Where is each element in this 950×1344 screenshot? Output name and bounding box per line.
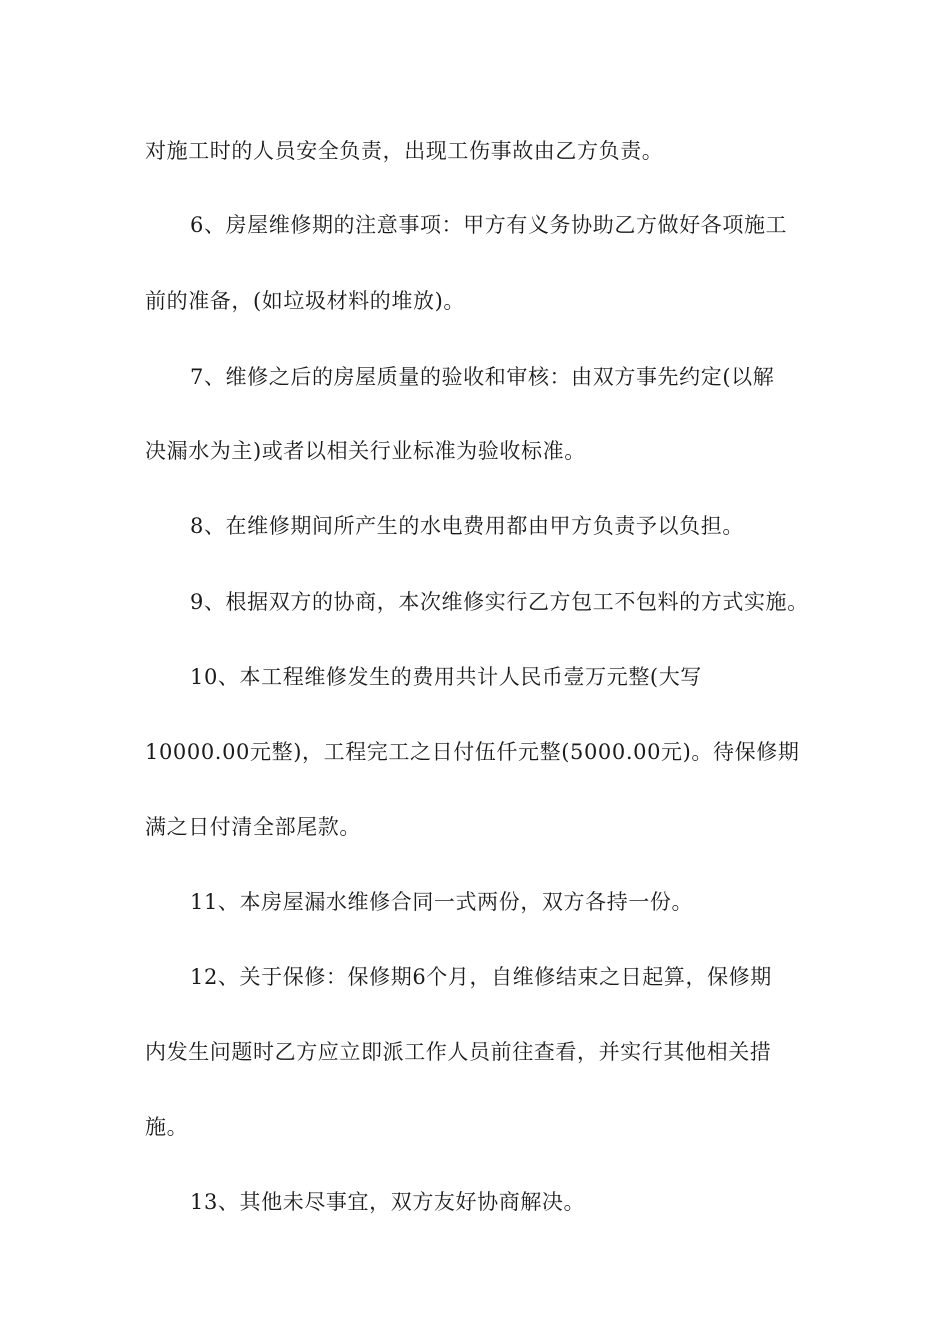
text-line: 前的准备，(如垃圾材料的堆放)。 <box>145 289 465 313</box>
clause-9-line: 9、根据双方的协商，本次维修实行乙方包工不包料的方式实施。 <box>190 590 809 614</box>
text-line: 10000.00元整)，工程完工之日付伍仟元整(5000.00元)。待保修期 <box>145 740 800 764</box>
clause-8-line: 8、在维修期间所产生的水电费用都由甲方负责予以负担。 <box>190 514 744 538</box>
text-line: 满之日付清全部尾款。 <box>145 815 361 839</box>
clause-13-line: 13、其他未尽事宜，双方友好协商解决。 <box>190 1190 586 1214</box>
text-line: 决漏水为主)或者以相关行业标准为验收标准。 <box>145 439 586 463</box>
clause-6-line: 6、房屋维修期的注意事项：甲方有义务协助乙方做好各项施工 <box>190 213 788 237</box>
clause-11-line: 11、本房屋漏水维修合同一式两份，双方各持一份。 <box>190 890 694 914</box>
text-line: 对施工时的人员安全负责，出现工伤事故由乙方负责。 <box>145 139 664 163</box>
text-line: 施。 <box>145 1115 189 1139</box>
text-line: 内发生问题时乙方应立即派工作人员前往查看，并实行其他相关措 <box>145 1040 772 1064</box>
clause-7-line: 7、维修之后的房屋质量的验收和审核：由双方事先约定(以解 <box>190 365 775 389</box>
clause-10-line: 10、本工程维修发生的费用共计人民币壹万元整(大写 <box>190 665 702 689</box>
clause-12-line: 12、关于保修：保修期6个月，自维修结束之日起算，保修期 <box>190 965 772 989</box>
